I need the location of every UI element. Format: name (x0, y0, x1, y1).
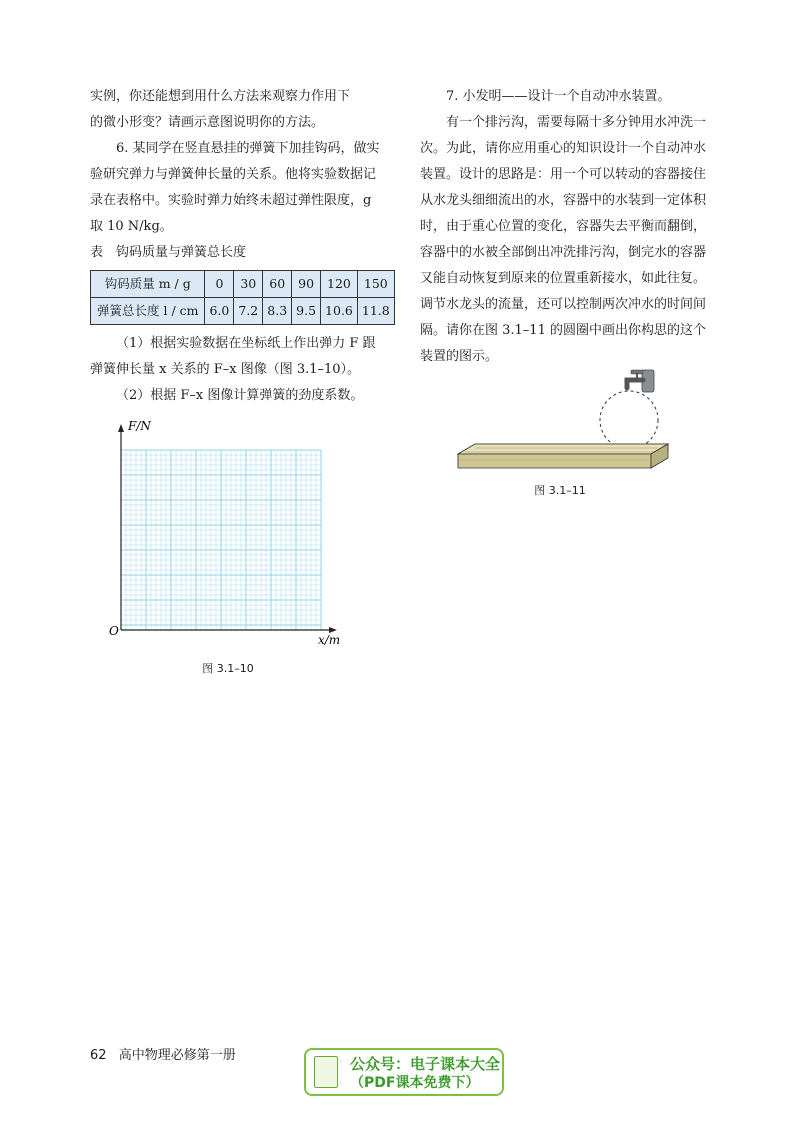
y-axis-label: F/N (128, 419, 151, 433)
book-icon (314, 1056, 338, 1088)
page-number: 62 (90, 1048, 107, 1063)
table-row-length (91, 298, 395, 325)
origin-label: O (109, 624, 119, 638)
faucet-icon (627, 370, 654, 392)
table-cell: 150 (357, 271, 394, 298)
table-header-length: 弹簧总长度 l / cm (91, 298, 205, 325)
table-caption: 表 钩码质量与弹簧总长度 (90, 245, 247, 260)
question-7-title: 7. 小发明——设计一个自动冲水装置。 (446, 89, 671, 104)
figure-faucet-channel (455, 368, 675, 478)
table-cell: 30 (234, 271, 263, 298)
intro-line-2: 的微小形变？请画示意图说明你的方法。 (90, 115, 325, 130)
page-footer (90, 1044, 236, 1063)
data-table (90, 270, 395, 325)
table-cell: 120 (321, 271, 358, 298)
table-cell: 11.8 (357, 298, 394, 325)
left-column (90, 84, 390, 409)
watermark-line-2: （PDF课本免费下） (350, 1075, 480, 1091)
table-cell: 8.3 (263, 298, 292, 325)
book-title: 高中物理必修第一册 (118, 1048, 236, 1063)
figure-caption-3-1-10: 图 3.1–10 (202, 662, 254, 675)
watermark-line-1: 公众号：电子课本大全 (350, 1055, 501, 1073)
table-cell: 10.6 (321, 298, 358, 325)
y-axis-arrow-icon (118, 424, 124, 432)
table-cell: 90 (292, 271, 321, 298)
table-cell: 6.0 (205, 298, 234, 325)
question-6-part-2: （2）根据 F–x 图像计算弹簧的劲度系数。 (116, 388, 364, 403)
question-7-text: 有一个排污沟，需要每隔十多分钟用水冲洗一次。为此，请你应用重心的知识设计一个自动冲水装置。设计的思路是：用一个可以转动的容器接住从水龙头细细流出的水，容器中的水装到一定体积时，由于重心位置的变化，容器失去平衡而翻倒，容器中的水被全部倒出冲洗排污沟，倒完水的容器又能自动恢复到原来的位置重新接水，如此往复。调节水龙头的流量，还可以控制两次冲水的时间间隔。请你在图 3.1–11 的圆圈中画出你构思的这个装置的图示。 (420, 115, 707, 364)
table-cell: 60 (263, 271, 292, 298)
table-cell: 7.2 (234, 298, 263, 325)
intro-line-1: 实例，你还能想到用什么方法来观察力作用下 (90, 89, 351, 104)
table-header-mass: 钩码质量 m / g (91, 271, 205, 298)
drain-channel (458, 444, 668, 468)
design-circle (600, 391, 658, 449)
figure-caption-3-1-11: 图 3.1–11 (534, 484, 586, 497)
graph-paper (108, 418, 348, 648)
watermark-badge (304, 1048, 504, 1096)
right-column (420, 84, 712, 370)
table-cell: 9.5 (292, 298, 321, 325)
x-axis-label: x/m (318, 633, 341, 647)
question-6-text: 6. 某同学在竖直悬挂的弹簧下加挂钩码，做实验研究弹力与弹簧伸长量的关系。他将实验数据记录在表格中。实验时弹力始终未超过弹性限度，g 取 10 N/kg。 (90, 141, 380, 234)
table-row-mass (91, 271, 395, 298)
table-cell: 0 (205, 271, 234, 298)
question-6-part-1: （1）根据实验数据在坐标纸上作出弹力 F 跟弹簧伸长量 x 关系的 F–x 图像（图 3.1–10）。 (90, 336, 376, 377)
